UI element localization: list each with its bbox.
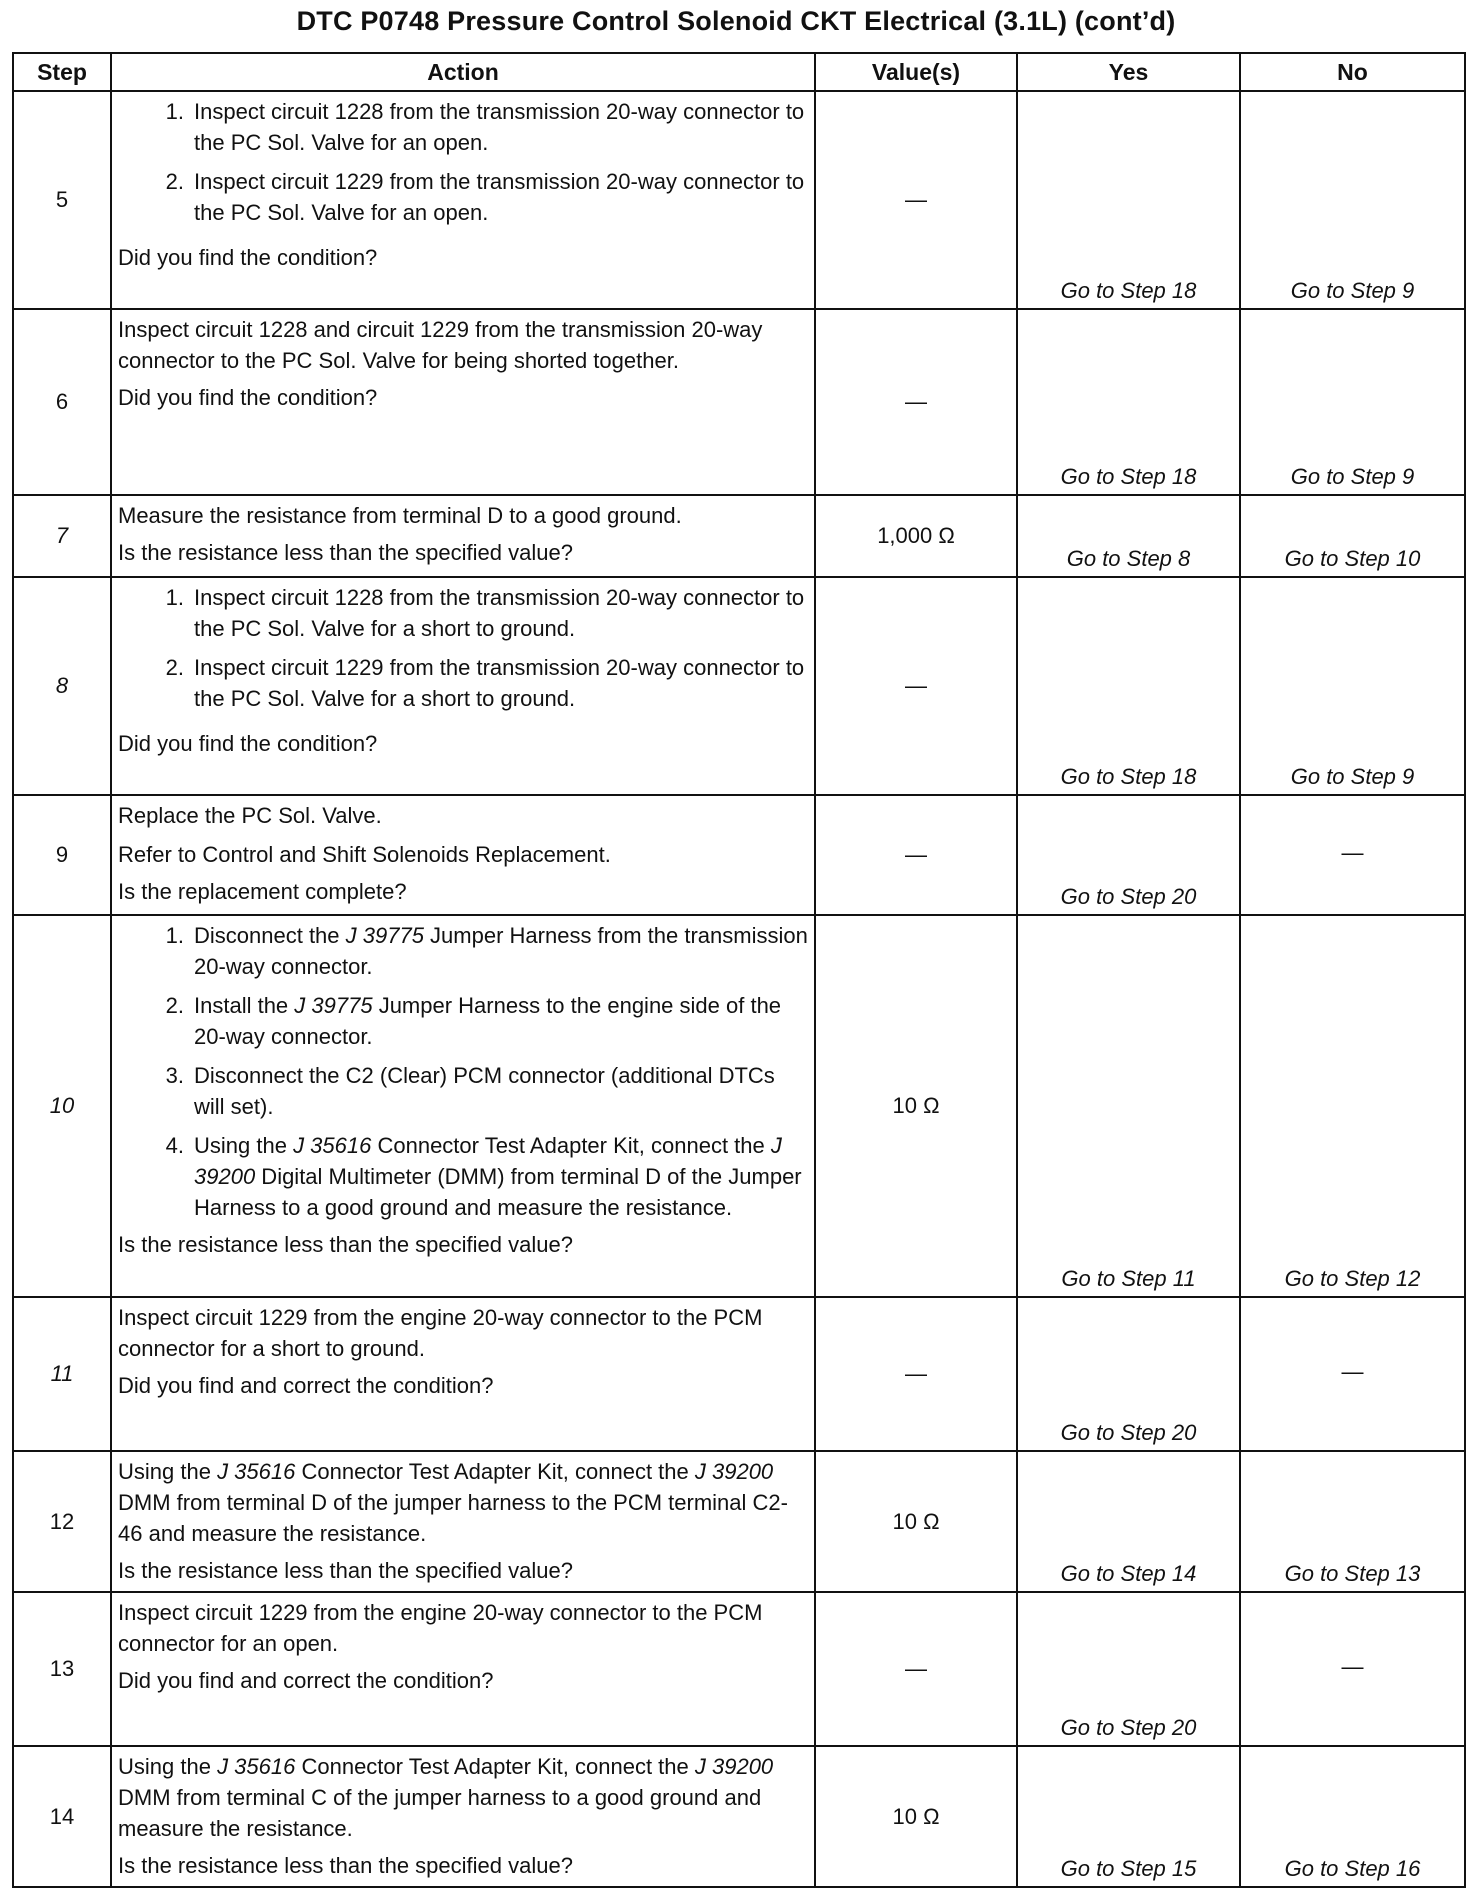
value-cell: — <box>815 577 1017 795</box>
table-row <box>13 577 1465 795</box>
action-cell <box>111 1297 815 1451</box>
action-text: Inspect circuit 1228 and circuit 1229 from the transmission 20-way connector to the PC Sol. Valve for being shorted together. <box>118 317 763 373</box>
no-link: — <box>1240 795 1465 915</box>
no-link: Go to Step 9 <box>1240 577 1465 795</box>
diagnostic-table <box>12 52 1466 1888</box>
value-cell: 10 Ω <box>815 1451 1017 1592</box>
value-cell: — <box>815 309 1017 495</box>
value-cell: — <box>815 1297 1017 1451</box>
value-cell: 10 Ω <box>815 915 1017 1297</box>
action-question: Did you find and correct the condition? <box>118 1373 494 1398</box>
action-text: Inspect circuit 1229 from the engine 20-way connector to the PCM connector for a short to ground. <box>118 1305 763 1361</box>
list-item: 1. Inspect circuit 1228 from the transmission 20-way connector to the PC Sol. Valve for a short to ground. <box>165 585 805 641</box>
no-link: — <box>1240 1592 1465 1746</box>
value-cell: 10 Ω <box>815 1746 1017 1887</box>
yes-link: Go to Step 18 <box>1017 577 1240 795</box>
action-cell <box>111 795 815 915</box>
action-text: Inspect circuit 1229 from the engine 20-way connector to the PCM connector for an open. <box>118 1600 763 1656</box>
list-item: 3. Disconnect the C2 (Clear) PCM connector (additional DTCs will set). <box>165 1063 775 1119</box>
table-row <box>13 495 1465 577</box>
action-question: Is the resistance less than the specified value? <box>118 1853 573 1878</box>
action-question: Is the resistance less than the specified value? <box>118 1232 573 1257</box>
action-cell <box>111 309 815 495</box>
action-text: Measure the resistance from terminal D to a good ground. <box>118 503 682 528</box>
action-cell <box>111 1592 815 1746</box>
step-number: 12 <box>13 1451 111 1592</box>
yes-link: Go to Step 11 <box>1017 915 1240 1297</box>
action-cell <box>111 577 815 795</box>
list-item: 1. Disconnect the J 39775 Jumper Harness from the transmission 20-way connector. <box>165 923 808 979</box>
action-question: Did you find the condition? <box>118 385 378 410</box>
action-question: Did you find the condition? <box>118 731 378 756</box>
table-row <box>13 1297 1465 1451</box>
list-item: 4. Using the J 35616 Connector Test Adapter Kit, connect the J 39200 Digital Multimeter (DMM) from terminal D of the Jumper Harness to a good ground and measure the resistance. <box>165 1133 802 1220</box>
yes-link: Go to Step 15 <box>1017 1746 1240 1887</box>
action-cell <box>111 1451 815 1592</box>
no-link: Go to Step 13 <box>1240 1451 1465 1592</box>
tool-reference: J 35616 <box>217 1754 296 1779</box>
step-number: 10 <box>13 915 111 1297</box>
no-link: — <box>1240 1297 1465 1451</box>
table-row <box>13 915 1465 1297</box>
table-row <box>13 1592 1465 1746</box>
action-cell <box>111 495 815 577</box>
action-text: Replace the PC Sol. Valve. <box>118 803 382 828</box>
tool-reference: J 35616 <box>293 1133 372 1158</box>
value-cell: 1,000 Ω <box>815 495 1017 577</box>
step-number: 8 <box>13 577 111 795</box>
action-text: Using the J 35616 Connector Test Adapter Kit, connect the J 39200 DMM from terminal D of the jumper harness to the PCM terminal C2-46 and measure the resistance. <box>118 1459 788 1546</box>
table-row <box>13 91 1465 309</box>
col-header-yes: Yes <box>1017 53 1240 91</box>
table-row <box>13 795 1465 915</box>
no-link: Go to Step 10 <box>1240 495 1465 577</box>
list-item: 2. Inspect circuit 1229 from the transmission 20-way connector to the PC Sol. Valve for a short to ground. <box>165 655 805 711</box>
action-question: Did you find the condition? <box>118 245 378 270</box>
action-cell <box>111 1746 815 1887</box>
tool-reference: J 35616 <box>217 1459 296 1484</box>
yes-link: Go to Step 20 <box>1017 1297 1240 1451</box>
no-link: Go to Step 9 <box>1240 91 1465 309</box>
tool-reference: J 39775 <box>294 993 373 1018</box>
action-question: Did you find and correct the condition? <box>118 1668 494 1693</box>
action-text: Refer to Control and Shift Solenoids Replacement. <box>118 842 611 867</box>
value-cell: — <box>815 1592 1017 1746</box>
list-item: 2. Inspect circuit 1229 from the transmission 20-way connector to the PC Sol. Valve for an open. <box>165 169 805 225</box>
yes-link: Go to Step 18 <box>1017 91 1240 309</box>
list-item: 1. Inspect circuit 1228 from the transmission 20-way connector to the PC Sol. Valve for an open. <box>165 99 805 155</box>
tool-reference: J 39775 <box>345 923 424 948</box>
action-text: Using the J 35616 Connector Test Adapter Kit, connect the J 39200 DMM from terminal C of the jumper harness to a good ground and measure the resistance. <box>118 1754 774 1841</box>
tool-reference: J 39200 <box>694 1754 774 1779</box>
yes-link: Go to Step 14 <box>1017 1451 1240 1592</box>
step-number: 9 <box>13 795 111 915</box>
action-question: Is the replacement complete? <box>118 879 407 904</box>
table-row <box>13 309 1465 495</box>
step-number: 7 <box>13 495 111 577</box>
tool-reference: J 39200 <box>194 1133 782 1189</box>
yes-link: Go to Step 20 <box>1017 1592 1240 1746</box>
table-row <box>13 1746 1465 1887</box>
yes-link: Go to Step 20 <box>1017 795 1240 915</box>
step-number: 13 <box>13 1592 111 1746</box>
no-link: Go to Step 12 <box>1240 915 1465 1297</box>
table-header-row <box>13 53 1465 91</box>
action-question: Is the resistance less than the specified value? <box>118 540 573 565</box>
yes-link: Go to Step 8 <box>1017 495 1240 577</box>
table-row <box>13 1451 1465 1592</box>
step-number: 14 <box>13 1746 111 1887</box>
tool-reference: J 39200 <box>694 1459 774 1484</box>
col-header-no: No <box>1240 53 1465 91</box>
no-link: Go to Step 16 <box>1240 1746 1465 1887</box>
action-cell <box>111 915 815 1297</box>
col-header-step: Step <box>13 53 111 91</box>
step-number: 6 <box>13 309 111 495</box>
value-cell: — <box>815 795 1017 915</box>
list-item: 2. Install the J 39775 Jumper Harness to the engine side of the 20-way connector. <box>165 993 782 1049</box>
step-number: 5 <box>13 91 111 309</box>
step-number: 11 <box>13 1297 111 1451</box>
action-cell <box>111 91 815 309</box>
yes-link: Go to Step 18 <box>1017 309 1240 495</box>
value-cell: — <box>815 91 1017 309</box>
no-link: Go to Step 9 <box>1240 309 1465 495</box>
action-question: Is the resistance less than the specified value? <box>118 1558 573 1583</box>
page-title: DTC P0748 Pressure Control Solenoid CKT Electrical (3.1L) (cont’d) <box>296 6 1176 36</box>
col-header-values: Value(s) <box>815 53 1017 91</box>
col-header-action: Action <box>111 53 815 91</box>
